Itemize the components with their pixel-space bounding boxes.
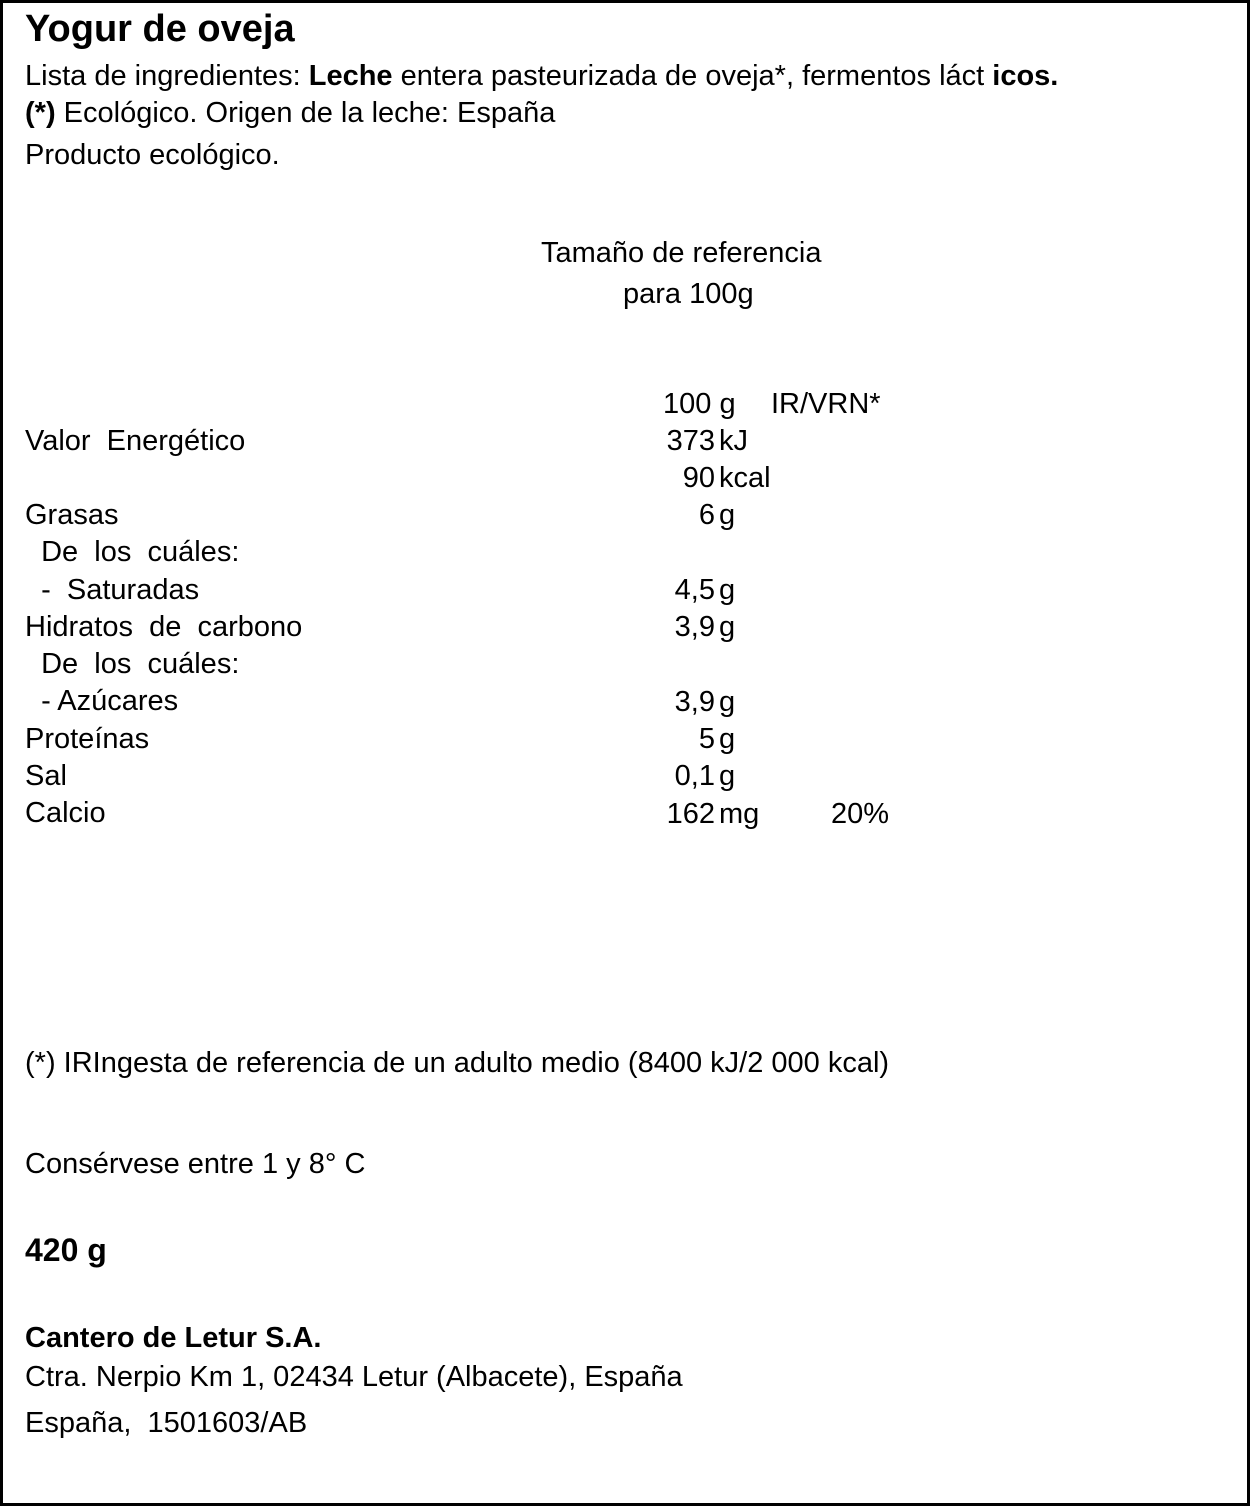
column-header-100g: 100 g bbox=[663, 388, 736, 420]
organic-note-text: Ecológico. Origen de la leche: España bbox=[55, 97, 556, 129]
nutrient-unit: g bbox=[719, 574, 736, 606]
nutrient-value: 3,9 bbox=[674, 611, 715, 643]
nutrient-unit: g bbox=[719, 611, 736, 643]
reference-size-title: Tamaño de referencia bbox=[541, 237, 822, 269]
nutrient-value: 3,9 bbox=[674, 686, 715, 718]
nutrient-unit: kJ bbox=[719, 425, 748, 457]
product-title: Yogur de oveja bbox=[25, 8, 295, 50]
nutrient-label: Calcio bbox=[25, 797, 106, 829]
nutrient-ir-percent: 20% bbox=[831, 798, 890, 830]
storage-instructions: Consérvese entre 1 y 8° C bbox=[25, 1148, 366, 1180]
company-registry: España, 1501603/AB bbox=[25, 1407, 308, 1439]
nutrient-label: De los cuáles: bbox=[25, 536, 240, 568]
nutrient-value: 162 bbox=[666, 798, 715, 830]
ingredients-bold-2: icos. bbox=[992, 60, 1059, 92]
nutrient-label: Grasas bbox=[25, 499, 119, 531]
nutrient-unit: mg bbox=[719, 798, 760, 830]
nutrient-unit: g bbox=[719, 760, 736, 792]
nutrient-unit: g bbox=[719, 499, 736, 531]
column-header-ir-vrn: IR/VRN* bbox=[771, 388, 881, 420]
nutrient-unit: kcal bbox=[719, 462, 771, 494]
nutrient-label: - Azúcares bbox=[25, 685, 179, 717]
company-address: Ctra. Nerpio Km 1, 02434 Letur (Albacete), España bbox=[25, 1361, 683, 1393]
company-name: Cantero de Letur S.A. bbox=[25, 1322, 322, 1354]
nutrient-value: 373 bbox=[666, 425, 715, 457]
nutrient-label: Valor Energético bbox=[25, 425, 246, 457]
ingredients-bold-1: Leche bbox=[308, 60, 393, 92]
organic-note-marker: (*) bbox=[25, 97, 56, 129]
nutrient-value: 5 bbox=[698, 723, 715, 755]
nutrient-label: Proteínas bbox=[25, 723, 150, 755]
nutrient-value: 6 bbox=[698, 499, 715, 531]
ingredients-text-1: entera pasteurizada de oveja*, fermentos láct bbox=[392, 60, 993, 92]
nutrient-value: 0,1 bbox=[674, 760, 715, 792]
nutrient-unit: g bbox=[719, 686, 736, 718]
ingredients-line bbox=[25, 58, 1058, 95]
net-weight: 420 g bbox=[25, 1232, 107, 1268]
reference-size-sub: para 100g bbox=[623, 278, 754, 310]
nutrient-value: 4,5 bbox=[674, 574, 715, 606]
nutrient-label: Sal bbox=[25, 760, 67, 792]
nutrient-label: Hidratos de carbono bbox=[25, 611, 303, 643]
nutrient-unit: g bbox=[719, 723, 736, 755]
organic-product-text: Producto ecológico. bbox=[25, 139, 280, 171]
nutrient-label: - Saturadas bbox=[25, 574, 200, 606]
ingredients-label: Lista de ingredientes: bbox=[25, 60, 309, 92]
nutrient-label: De los cuáles: bbox=[25, 648, 240, 680]
footnote: (*) IRIngesta de referencia de un adulto medio (8400 kJ/2 000 kcal) bbox=[25, 1047, 890, 1079]
organic-note bbox=[25, 95, 555, 132]
nutrient-value: 90 bbox=[682, 462, 715, 494]
